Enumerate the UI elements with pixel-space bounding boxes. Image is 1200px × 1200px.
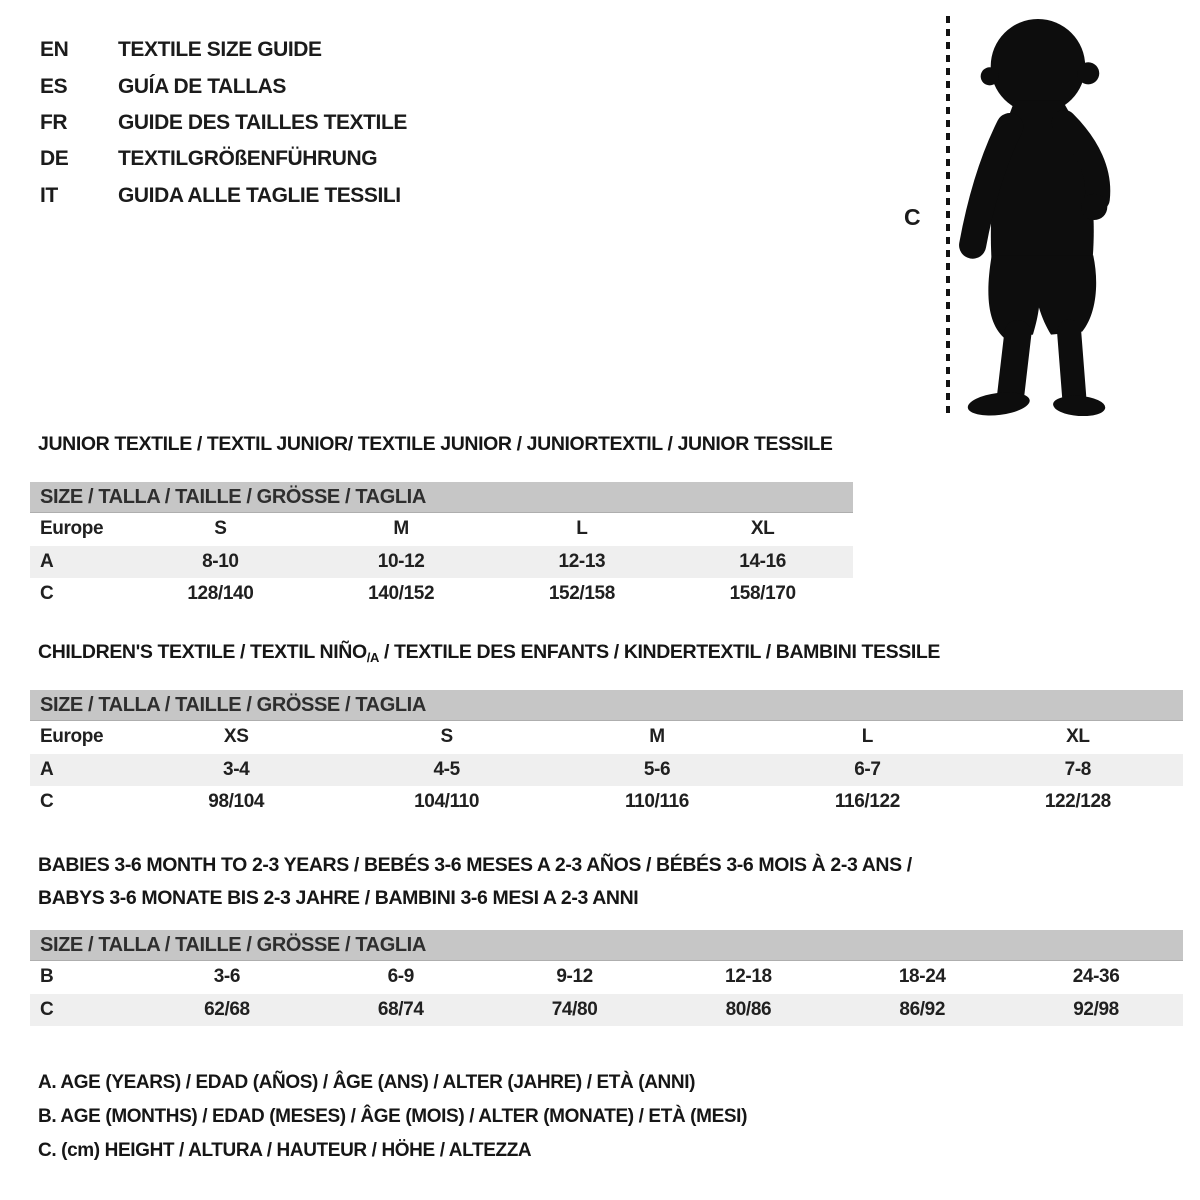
- size-header-babies: SIZE / TALLA / TAILLE / GRÖSSE / TAGLIA: [30, 930, 1183, 961]
- table-cell: 98/104: [208, 791, 265, 813]
- language-code: DE: [40, 147, 69, 171]
- table-cell: 68/74: [377, 998, 424, 1020]
- table-cell: 14-16: [739, 550, 786, 572]
- row-label: C: [40, 791, 54, 813]
- table-cell: XL: [750, 518, 775, 540]
- table-cell: 18-24: [898, 966, 946, 988]
- table-cell: S: [440, 726, 453, 748]
- section-title-junior: JUNIOR TEXTILE / TEXTIL JUNIOR/ TEXTILE JUNIOR / JUNIORTEXTIL / JUNIOR TESSILE: [38, 433, 833, 455]
- legend-block: [38, 1066, 747, 1168]
- table-row-europe: [30, 721, 1183, 754]
- table-row-height: [30, 994, 1183, 1027]
- table-row-height: [30, 578, 853, 611]
- language-label: GUIDA ALLE TAGLIE TESSILI: [118, 183, 401, 207]
- section-title-babies: [38, 849, 912, 915]
- table-row-europe: [30, 513, 853, 546]
- language-row: [40, 32, 407, 68]
- table-cell: 128/140: [187, 583, 254, 605]
- table-cell: 9-12: [556, 966, 593, 988]
- table-row-months: [30, 961, 1183, 994]
- table-cell: XS: [223, 726, 249, 748]
- language-label: GUIDE DES TAILLES TEXTILE: [118, 110, 407, 134]
- children-size-table: [30, 690, 1183, 819]
- language-row: [40, 68, 407, 104]
- toddler-silhouette: [953, 14, 1143, 416]
- row-label: A: [40, 550, 54, 572]
- table-cell: 122/128: [1044, 791, 1111, 813]
- table-cell: 12-13: [558, 550, 606, 572]
- table-cell: 5-6: [643, 758, 671, 780]
- language-code: EN: [40, 38, 69, 62]
- language-title-block: [40, 32, 407, 214]
- children-title-main: CHILDREN'S TEXTILE / TEXTIL NIÑO: [38, 641, 367, 663]
- language-row: [40, 105, 407, 141]
- children-title-subscript: /A: [366, 650, 379, 665]
- table-cell: 8-10: [202, 550, 239, 572]
- language-row: [40, 178, 407, 214]
- legend-line-a: A. AGE (YEARS) / EDAD (AÑOS) / ÂGE (ANS) / ALTER (JAHRE) / ETÀ (ANNI): [38, 1072, 696, 1093]
- measure-label-c: C: [904, 204, 921, 230]
- table-cell: 62/68: [204, 998, 250, 1020]
- row-label: C: [40, 583, 54, 605]
- table-cell: L: [576, 518, 588, 540]
- table-cell: 3-4: [223, 758, 250, 780]
- language-label: TEXTILE SIZE GUIDE: [118, 38, 322, 62]
- row-label: Europe: [40, 726, 104, 748]
- table-cell: 86/92: [899, 998, 946, 1020]
- table-row-height: [30, 786, 1183, 819]
- section-title-children: [38, 641, 940, 665]
- babies-title-line2: BABYS 3-6 MONATE BIS 2-3 JAHRE / BAMBINI 3-6 MESI A 2-3 ANNI: [38, 887, 639, 909]
- table-cell: 10-12: [377, 550, 425, 572]
- table-cell: 3-6: [213, 966, 241, 988]
- language-code: FR: [40, 110, 68, 134]
- table-cell: M: [393, 518, 409, 540]
- table-cell: 24-36: [1072, 966, 1120, 988]
- row-label: B: [40, 966, 54, 988]
- table-cell: 4-5: [433, 758, 460, 780]
- table-cell: 74/80: [551, 998, 598, 1020]
- table-cell: 6-9: [387, 966, 414, 988]
- table-cell: 92/98: [1073, 998, 1119, 1020]
- table-cell: 12-18: [725, 966, 772, 988]
- language-code: IT: [40, 183, 58, 207]
- table-cell: 158/170: [729, 583, 796, 605]
- table-row-age: [30, 546, 853, 579]
- table-cell: 104/110: [414, 791, 480, 813]
- table-cell: 7-8: [1064, 758, 1091, 780]
- legend-line-b: B. AGE (MONTHS) / EDAD (MESES) / ÂGE (MOIS) / ALTER (MONATE) / ETÀ (MESI): [38, 1106, 748, 1127]
- junior-size-table: [30, 482, 853, 611]
- table-cell: L: [861, 726, 874, 748]
- table-cell: 110/116: [625, 791, 689, 813]
- children-title-rest: / TEXTILE DES ENFANTS / KINDERTEXTIL / BAMBINI TESSILE: [378, 641, 941, 663]
- babies-title-line1: BABIES 3-6 MONTH TO 2-3 YEARS / BEBÉS 3-6 MESES A 2-3 AÑOS / BÉBÉS 3-6 MOIS À 2-3 ANS /: [38, 854, 912, 876]
- table-cell: 116/122: [834, 791, 900, 813]
- row-label: Europe: [40, 518, 104, 540]
- table-cell: 152/158: [548, 583, 615, 605]
- language-label: TEXTILGRÖßENFÜHRUNG: [118, 147, 378, 171]
- table-cell: XL: [1066, 726, 1090, 748]
- table-cell: 80/86: [725, 998, 772, 1020]
- size-header-junior: SIZE / TALLA / TAILLE / GRÖSSE / TAGLIA: [30, 482, 853, 513]
- table-cell: 140/152: [368, 583, 435, 605]
- table-cell: M: [649, 726, 665, 748]
- language-row: [40, 141, 407, 177]
- row-label: C: [40, 998, 54, 1020]
- height-measure-dashed-line: [946, 16, 950, 416]
- legend-line-c: C. (cm) HEIGHT / ALTURA / HAUTEUR / HÖHE / ALTEZZA: [38, 1140, 532, 1161]
- language-code: ES: [40, 74, 68, 98]
- table-cell: 6-7: [854, 758, 881, 780]
- babies-size-table: [30, 930, 1183, 1026]
- row-label: A: [40, 758, 54, 780]
- language-label: GUÍA DE TALLAS: [118, 74, 286, 98]
- table-cell: S: [214, 518, 227, 540]
- size-header-children: SIZE / TALLA / TAILLE / GRÖSSE / TAGLIA: [30, 690, 1183, 721]
- table-row-age: [30, 754, 1183, 787]
